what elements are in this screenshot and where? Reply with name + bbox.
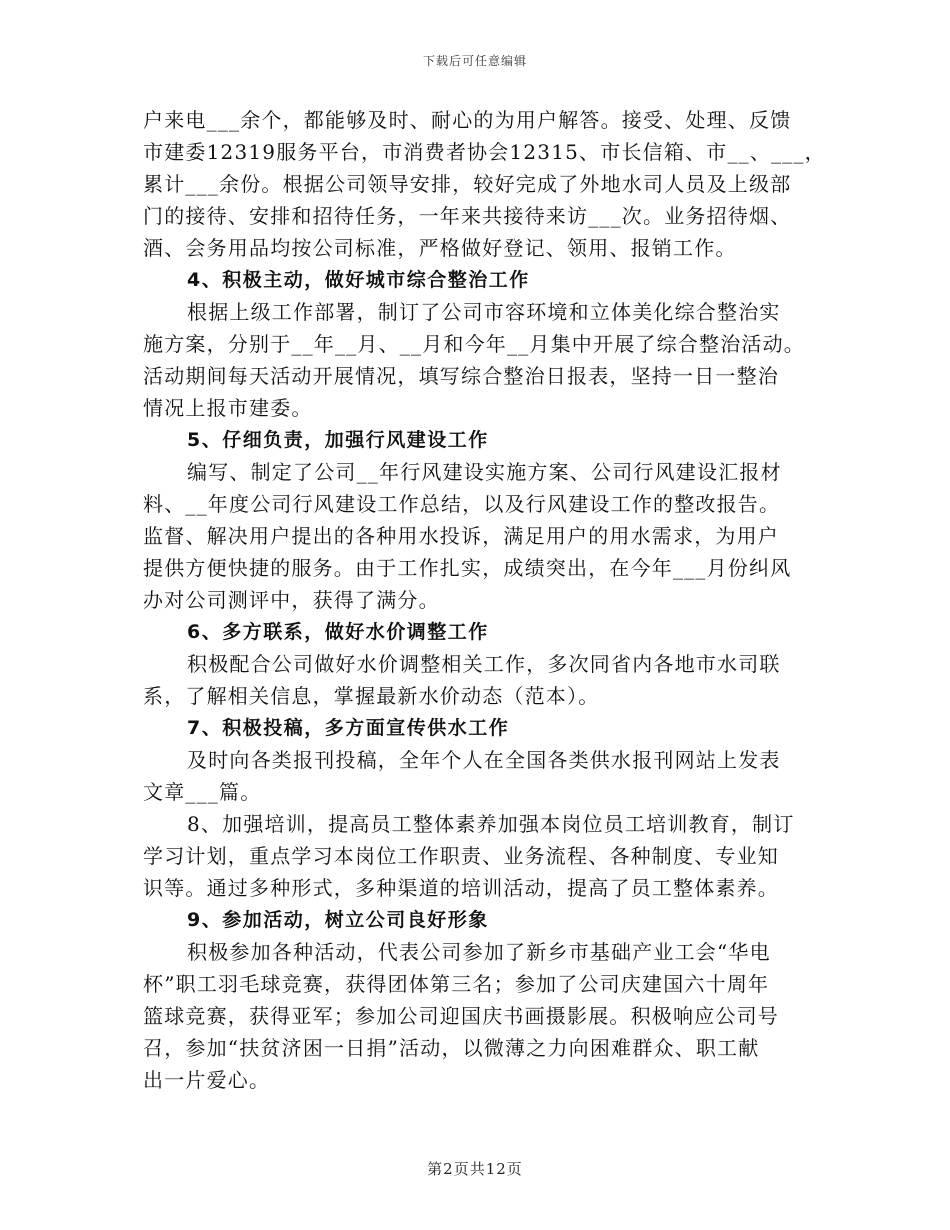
paragraph-line: 篮球竞赛，获得亚军；参加公司迎国庆书画摄影展。积极响应公司号 bbox=[143, 1004, 779, 1028]
paragraph-line: 及时向各类报刊投稿，全年个人在全国各类供水报刊网站上发表 bbox=[187, 748, 781, 772]
document-body bbox=[143, 104, 826, 1096]
paragraph-line: 办对公司测评中，获得了满分。 bbox=[143, 588, 440, 612]
paragraph-line: 积极参加各种活动，代表公司参加了新乡市基础产业工会“华电 bbox=[187, 940, 771, 964]
paragraph-line: 文章___篇。 bbox=[143, 780, 262, 804]
paragraph-line: 出一片爱心。 bbox=[143, 1068, 271, 1092]
section-heading: 9、参加活动，树立公司良好形象 bbox=[187, 909, 489, 931]
page-header-note: 下载后可任意编辑 bbox=[422, 54, 527, 68]
paragraph-line: 提供方便快捷的服务。由于工作扎实，成绩突出，在今年___月份纠风 bbox=[143, 556, 792, 580]
paragraph-line: 市建委12319服务平台，市消费者协会12315、市长信箱、市__、___， bbox=[143, 140, 826, 164]
paragraph-line: 活动期间每天活动开展情况，填写综合整治日报表，坚持一日一整治 bbox=[143, 364, 779, 388]
paragraph-line: 8、加强培训，提高员工整体素养加强本岗位员工培训教育，制订 bbox=[187, 812, 795, 836]
section-heading: 4、积极主动，做好城市综合整治工作 bbox=[187, 269, 530, 291]
paragraph-line: 户来电___余个，都能够及时、耐心的为用户解答。接受、处理、反馈 bbox=[143, 108, 792, 132]
paragraph-line: 积极配合公司做好水价调整相关工作，多次同省内各地市水司联 bbox=[187, 652, 781, 676]
paragraph-line: 情况上报市建委。 bbox=[143, 396, 313, 420]
page-number: 第2页共12页 bbox=[427, 1160, 523, 1178]
paragraph-line: 累计___余份。根据公司领导安排，较好完成了外地水司人员及上级部 bbox=[143, 172, 792, 196]
paragraph-line: 系，了解相关信息，掌握最新水价动态（范本）。 bbox=[143, 684, 600, 708]
section-heading: 5、仔细负责，加强行风建设工作 bbox=[187, 429, 489, 451]
paragraph-line: 根据上级工作部署，制订了公司市容环境和立体美化综合整治实 bbox=[187, 300, 781, 324]
section-heading: 7、积极投稿，多方面宣传供水工作 bbox=[187, 717, 510, 739]
paragraph-line: 学习计划，重点学习本岗位工作职责、业务流程、各种制度、专业知 bbox=[143, 844, 779, 868]
paragraph-line: 识等。通过多种形式，多种渠道的培训活动，提高了员工整体素养。 bbox=[143, 876, 779, 900]
paragraph-line: 料、__年度公司行风建设工作总结，以及行风建设工作的整改报告。 bbox=[143, 492, 781, 516]
paragraph-line: 门的接待、安排和招待任务，一年来共接待来访___次。业务招待烟、 bbox=[143, 204, 792, 228]
paragraph-line: 召，参加“扶贫济困一日捐”活动，以微薄之力向困难群众、职工献 bbox=[143, 1036, 760, 1060]
paragraph-line: 施方案，分别于__年__月、__月和今年__月集中开展了综合整治活动。 bbox=[143, 332, 805, 356]
paragraph-line: 杯”职工羽毛球竞赛，获得团体第三名；参加了公司庆建国六十周年 bbox=[143, 972, 770, 996]
paragraph-line: 监督、解决用户提出的各种用水投诉，满足用户的用水需求，为用户 bbox=[143, 524, 779, 548]
paragraph-line: 酒、会务用品均按公司标准，严格做好登记、领用、报销工作。 bbox=[143, 236, 737, 260]
paragraph-line: 编写、制定了公司__年行风建设实施方案、公司行风建设汇报材 bbox=[187, 460, 782, 484]
section-heading: 6、多方联系，做好水价调整工作 bbox=[187, 621, 489, 643]
